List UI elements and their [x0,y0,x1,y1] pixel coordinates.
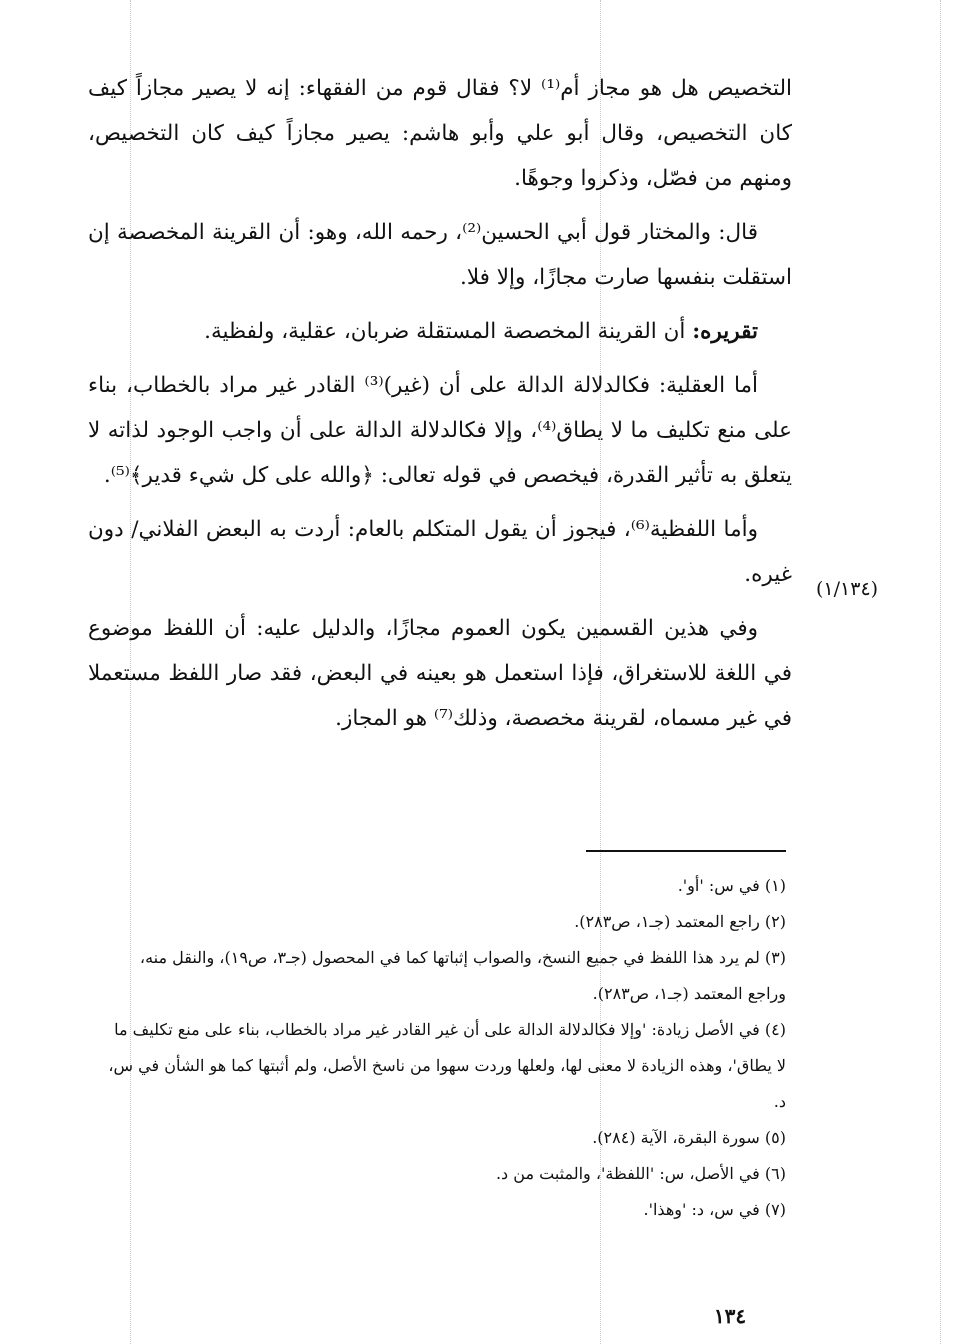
footnote-2: (٢) راجع المعتمد (جـ١، ص٢٨٣). [574,912,786,931]
paragraph-3 [88,309,792,354]
footnote-7: (٧) في س، د: 'وهذا'. [643,1200,786,1219]
paragraph-1 [88,66,792,201]
paragraph-5-text: وأما اللفظية⁽⁶⁾، فيجوز أن يقول المتكلم بالعام: أردت به البعض الفلاني/ دون غيره. [88,517,792,587]
footnotes [100,868,786,1228]
paragraph-4-text: أما العقلية: فكالدلالة الدالة على أن (غير)⁽³⁾ القادر غير مراد بالخطاب، بناء على منع تكليف ما لا يطاق⁽⁴⁾، وإلا فكالدلالة الدالة على أن واجب الوجود لذاته لا يتعلق به تأثير القدرة، فيخصص في قوله تعالى: ﴿والله على كل شيء قدير﴾⁽⁵⁾. [88,373,793,488]
fold-line [940,0,941,1344]
body-text [88,66,792,750]
paragraph-6-text: وفي هذين القسمين يكون العموم مجازًا، والدليل عليه: أن اللفظ موضوع في اللغة للاستغراق، فإذا استعمل هو بعينه في البعض، فقد صار اللفظ مستعملا في غير مسماه، لقرينة مخصصة، وذلك⁽⁷⁾ هو المجاز. [88,616,792,731]
paragraph-5 [88,507,792,597]
footnote-4: (٤) في الأصل زيادة: 'وإلا فكالدلالة الدالة على أن غير القادر غير مراد بالخطاب، بناء على منع تكليف ما لا يطاق'، وهذه الزيادة لا معنى لها، ولعلها وردت سهوا من ناسخ الأصل، ولم أثبتها كما هو الشأن في س، د. [108,1020,786,1111]
footnote-separator [586,850,786,852]
paragraph-4 [88,363,792,498]
footnote-5: (٥) سورة البقرة، الآية (٢٨٤). [592,1128,786,1147]
paragraph-3-lead: تقريره: [692,319,758,344]
paragraph-2-text: قال: والمختار قول أبي الحسين⁽²⁾، رحمه الله، وهو: أن القرينة المخصصة إن استقلت بنفسها صارت مجازًا، وإلا فلا. [88,220,792,290]
page-number: ١٣٤ [713,1304,747,1328]
paragraph-2 [88,210,792,300]
footnote-6: (٦) في الأصل، س: 'اللفظة'، والمثبت من د. [495,1164,786,1183]
paragraph-1-text: التخصيص هل هو مجاز أم⁽¹⁾ لا؟ فقال قوم من الفقهاء: إنه لا يصير مجازاً كيف كان التخصيص، وقال أبو علي وأبو هاشم: يصير مجازاً كيف كان التخصيص، ومنهم من فصّل، وذكروا وجوهًا. [88,76,792,191]
footnote-1: (١) في س: 'أو'. [677,876,786,895]
margin-page-reference: (١/١٣٤) [816,578,879,600]
paragraph-3-text: أن القرينة المخصصة المستقلة ضربان، عقلية، ولفظية. [204,319,693,344]
footnote-3: (٣) لم يرد هذا اللفظ في جميع النسخ، والصواب إثباتها كما في المحصول (جـ٣، ص١٩)، والنقل منه، وراجع المعتمد (جـ١، ص٢٨٣). [139,948,786,1003]
paragraph-6 [88,606,792,741]
